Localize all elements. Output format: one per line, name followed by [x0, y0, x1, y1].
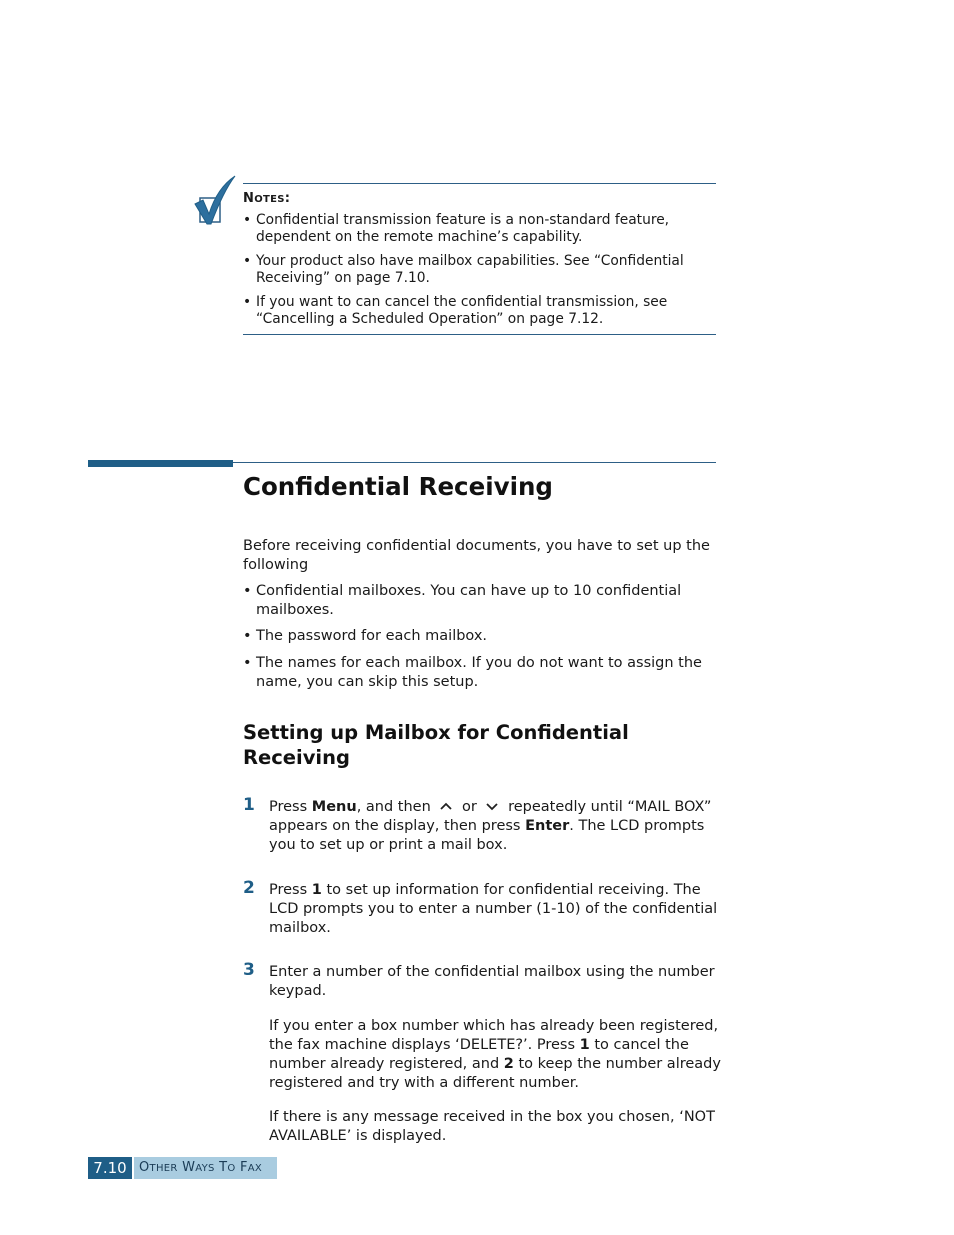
chapter-label-rest: AX [247, 1163, 263, 1174]
checkmark-note-icon [193, 174, 237, 228]
section-bar-rule [233, 462, 716, 463]
section-intro: Before receiving confidential documents, you have to set up the following [243, 538, 710, 573]
chapter-label-rest: AYS [195, 1163, 215, 1174]
step-paragraph [269, 1017, 721, 1093]
step-text [269, 881, 721, 938]
chapter-label [134, 1157, 277, 1179]
subsection-title: Setting up Mailbox for Confidential Receiving [243, 721, 629, 769]
note-text: Confidential transmission feature is a non-standard feature, dependent on the remote machine’s capability. [256, 212, 670, 245]
step-text-part: or [457, 799, 482, 815]
notes-title-colon: : [284, 191, 291, 206]
step-number: 1 [243, 795, 255, 815]
note-item [243, 212, 716, 246]
bullet-dot: • [243, 655, 252, 671]
chapter-label-cap: W [182, 1160, 196, 1175]
bullet-dot: • [243, 583, 252, 599]
chapter-label-rest: THER [149, 1163, 178, 1174]
notes-box [243, 183, 716, 335]
step-text-part: Press [269, 882, 312, 898]
chevron-down-icon [485, 798, 499, 808]
list-item [243, 627, 723, 646]
bullet-dot: • [243, 294, 252, 310]
step-text-part: to set up information for confidential receiving. The LCD prompts you to enter a number (1-10) of the confidential mailbox. [269, 882, 718, 936]
key-label: 1 [579, 1037, 590, 1053]
list-item-text: The names for each mailbox. If you do not want to assign the name, you can skip this setup. [256, 655, 702, 690]
step-text-part: If you enter a box number which has already been registered, the fax machine displays ‘DELETE?’. Press [269, 1018, 719, 1053]
step-text: Enter a number of the confidential mailbox using the number keypad. [269, 964, 715, 999]
step-paragraph: If there is any message received in the box you chosen, ‘NOT AVAILABLE’ is displayed. [269, 1109, 715, 1144]
notes-title [243, 191, 290, 206]
list-item-text: Confidential mailboxes. You can have up to 10 confidential mailboxes. [256, 583, 682, 618]
chevron-up-icon [439, 798, 453, 808]
step-text-part: to keep the number already registered and try with a different number. [269, 1056, 721, 1091]
step-text-part: , and then [356, 799, 436, 815]
step-text-part: . The LCD prompts you to set up or print a mail box. [269, 818, 705, 853]
section-title: Confidential Receiving [243, 472, 553, 501]
step-text-part: to cancel the number already registered, and [269, 1037, 689, 1072]
bullet-dot: • [243, 212, 252, 228]
note-item [243, 253, 716, 287]
bullet-dot: • [243, 253, 252, 269]
key-label: 1 [311, 882, 322, 898]
note-text: If you want to can cancel the confidential transmission, see “Cancelling a Scheduled Operation” on page 7.12. [256, 294, 668, 327]
bullet-dot: • [243, 628, 252, 644]
chapter-label-cap: O [139, 1160, 150, 1175]
page-number: 7.10 [88, 1157, 132, 1179]
step-text-part: repeatedly until “MAIL BOX” appears on the display, then press [269, 799, 712, 834]
note-item [243, 294, 716, 328]
chapter-label-cap: F [239, 1160, 248, 1175]
list-item [243, 582, 723, 620]
step-text-part: Press [269, 799, 312, 815]
chapter-label-rest: O [227, 1163, 236, 1174]
note-text: Your product also have mailbox capabilities. See “Confidential Receiving” on page 7.10. [256, 253, 684, 286]
enter-key-label: Enter [525, 818, 570, 834]
notes-title-cap: N [243, 191, 255, 206]
list-item-text: The password for each mailbox. [256, 628, 488, 644]
menu-key-label: Menu [311, 799, 357, 815]
key-label: 2 [503, 1056, 514, 1072]
list-item [243, 654, 723, 692]
notes-title-rest: OTES [254, 194, 285, 205]
step-text [269, 798, 721, 855]
step-number: 2 [243, 878, 255, 898]
step-number: 3 [243, 960, 255, 980]
chapter-label-cap: T [219, 1160, 228, 1175]
section-bar-accent [88, 460, 233, 467]
